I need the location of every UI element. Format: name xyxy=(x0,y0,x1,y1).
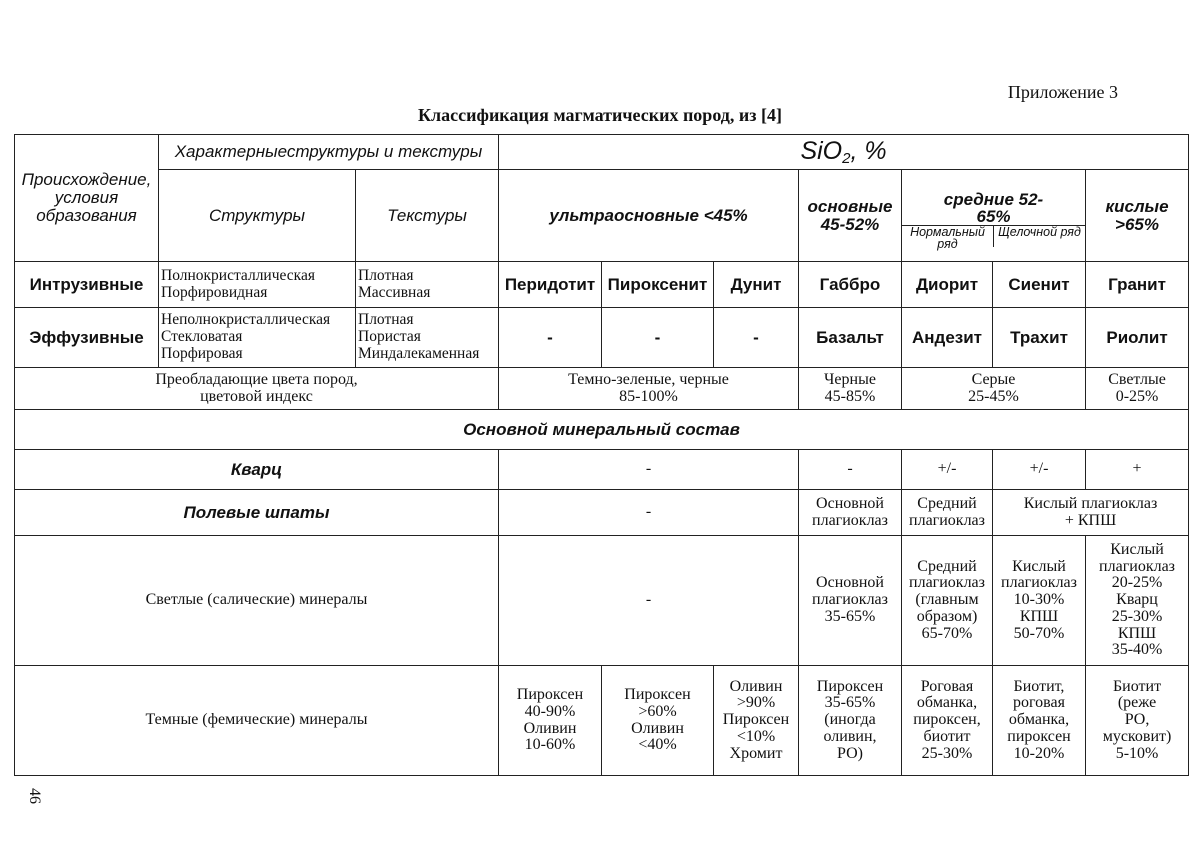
colors-intermediate: Серые 25-45% xyxy=(902,368,1086,410)
dark-alkaline: Биотит, роговая обманка, пироксен 10-20% xyxy=(993,666,1086,776)
quartz-acid: + xyxy=(1086,450,1189,490)
rock-syenite: Сиенит xyxy=(993,262,1086,308)
effusive-row xyxy=(15,308,1189,368)
effusive-label: Эффузивные xyxy=(15,308,159,368)
rock-pyroxenite: Пироксенит xyxy=(602,262,714,308)
rock-dunite: Дунит xyxy=(714,262,799,308)
effusive-rock-3: - xyxy=(714,308,799,368)
intrusive-textures: Плотная Массивная xyxy=(356,262,499,308)
quartz-row xyxy=(15,450,1189,490)
feldspars-alkaline-acid: Кислый плагиоклаз + КПШ xyxy=(993,490,1189,536)
dark-pyroxenite: Пироксен >60% Оливин <40% xyxy=(602,666,714,776)
page-number: 46 xyxy=(25,788,43,804)
header-row-1 xyxy=(15,135,1189,170)
light-acid: Кислый плагиоклаз 20-25% Кварц 25-30% КПШ 35-40% xyxy=(1086,536,1189,666)
dark-minerals-row xyxy=(15,666,1189,776)
sio2-header: SiO2, % xyxy=(499,135,1189,170)
composition-header: Основной минеральный состав xyxy=(15,410,1189,450)
ultrabasic-header: ультраосновные <45% xyxy=(499,170,799,262)
light-alkaline: Кислый плагиоклаз 10-30% КПШ 50-70% xyxy=(993,536,1086,666)
basic-header: основные 45-52% xyxy=(799,170,902,262)
textures-header: Текстуры xyxy=(356,170,499,262)
quartz-ultrabasic: - xyxy=(499,450,799,490)
feldspars-normal: Средний плагиоклаз xyxy=(902,490,993,536)
quartz-normal: +/- xyxy=(902,450,993,490)
dark-peridotite: Пироксен 40-90% Оливин 10-60% xyxy=(499,666,602,776)
dark-acid: Биотит (реже РО, мусковит) 5-10% xyxy=(1086,666,1189,776)
effusive-rock-2: - xyxy=(602,308,714,368)
rock-rhyolite: Риолит xyxy=(1086,308,1189,368)
intrusive-row xyxy=(15,262,1189,308)
header-row-2 xyxy=(15,170,1189,262)
rock-andesite: Андезит xyxy=(902,308,993,368)
colors-ultrabasic: Темно-зеленые, черные 85-100% xyxy=(499,368,799,410)
rock-basalt: Базальт xyxy=(799,308,902,368)
rock-granite: Гранит xyxy=(1086,262,1189,308)
rock-trachyte: Трахит xyxy=(993,308,1086,368)
feldspars-ultrabasic: - xyxy=(499,490,799,536)
light-normal: Средний плагиоклаз (главным образом) 65-70% xyxy=(902,536,993,666)
dark-basic: Пироксен 35-65% (иногда оливин, РО) xyxy=(799,666,902,776)
light-ultrabasic: - xyxy=(499,536,799,666)
quartz-basic: - xyxy=(799,450,902,490)
appendix-label: Приложение 3 xyxy=(1008,82,1118,103)
colors-row xyxy=(15,368,1189,410)
feldspars-label: Полевые шпаты xyxy=(15,490,499,536)
effusive-structures: Неполнокристаллическая Стекловатая Порфировая xyxy=(159,308,356,368)
intrusive-structures: Полнокристаллическая Порфировидная xyxy=(159,262,356,308)
origin-header: Происхождение, условия образования xyxy=(15,135,159,262)
composition-header-row xyxy=(15,410,1189,450)
colors-acid: Светлые 0-25% xyxy=(1086,368,1189,410)
rock-gabbro: Габбро xyxy=(799,262,902,308)
alkaline-series-label: Щелочной ряд xyxy=(993,226,1085,247)
page-title: Классификация магматических пород, из [4] xyxy=(0,105,1200,126)
intrusive-label: Интрузивные xyxy=(15,262,159,308)
structures-header: Структуры xyxy=(159,170,356,262)
acid-header: кислые >65% xyxy=(1086,170,1189,262)
colors-basic: Черные 45-85% xyxy=(799,368,902,410)
colors-label: Преобладающие цвета пород, цветовой индекс xyxy=(15,368,499,410)
intermediate-header xyxy=(902,170,1086,262)
rock-diorite: Диорит xyxy=(902,262,993,308)
classification-table xyxy=(14,134,1189,776)
light-basic: Основной плагиоклаз 35-65% xyxy=(799,536,902,666)
quartz-alkaline: +/- xyxy=(993,450,1086,490)
dark-normal: Роговая обманка, пироксен, биотит 25-30% xyxy=(902,666,993,776)
quartz-label: Кварц xyxy=(15,450,499,490)
normal-series-label: Нормальный ряд xyxy=(902,226,993,247)
effusive-rock-1: - xyxy=(499,308,602,368)
feldspars-basic: Основной плагиоклаз xyxy=(799,490,902,536)
light-minerals-label: Светлые (салические) минералы xyxy=(15,536,499,666)
dark-minerals-label: Темные (фемические) минералы xyxy=(15,666,499,776)
light-minerals-row xyxy=(15,536,1189,666)
effusive-textures: Плотная Пористая Миндалекаменная xyxy=(356,308,499,368)
intermediate-label: средние 52-65% xyxy=(902,185,1085,225)
characteristics-header: Характерныеструктуры и текстуры xyxy=(159,135,499,170)
dark-dunite: Оливин >90% Пироксен <10% Хромит xyxy=(714,666,799,776)
rock-peridotite: Перидотит xyxy=(499,262,602,308)
feldspars-row xyxy=(15,490,1189,536)
